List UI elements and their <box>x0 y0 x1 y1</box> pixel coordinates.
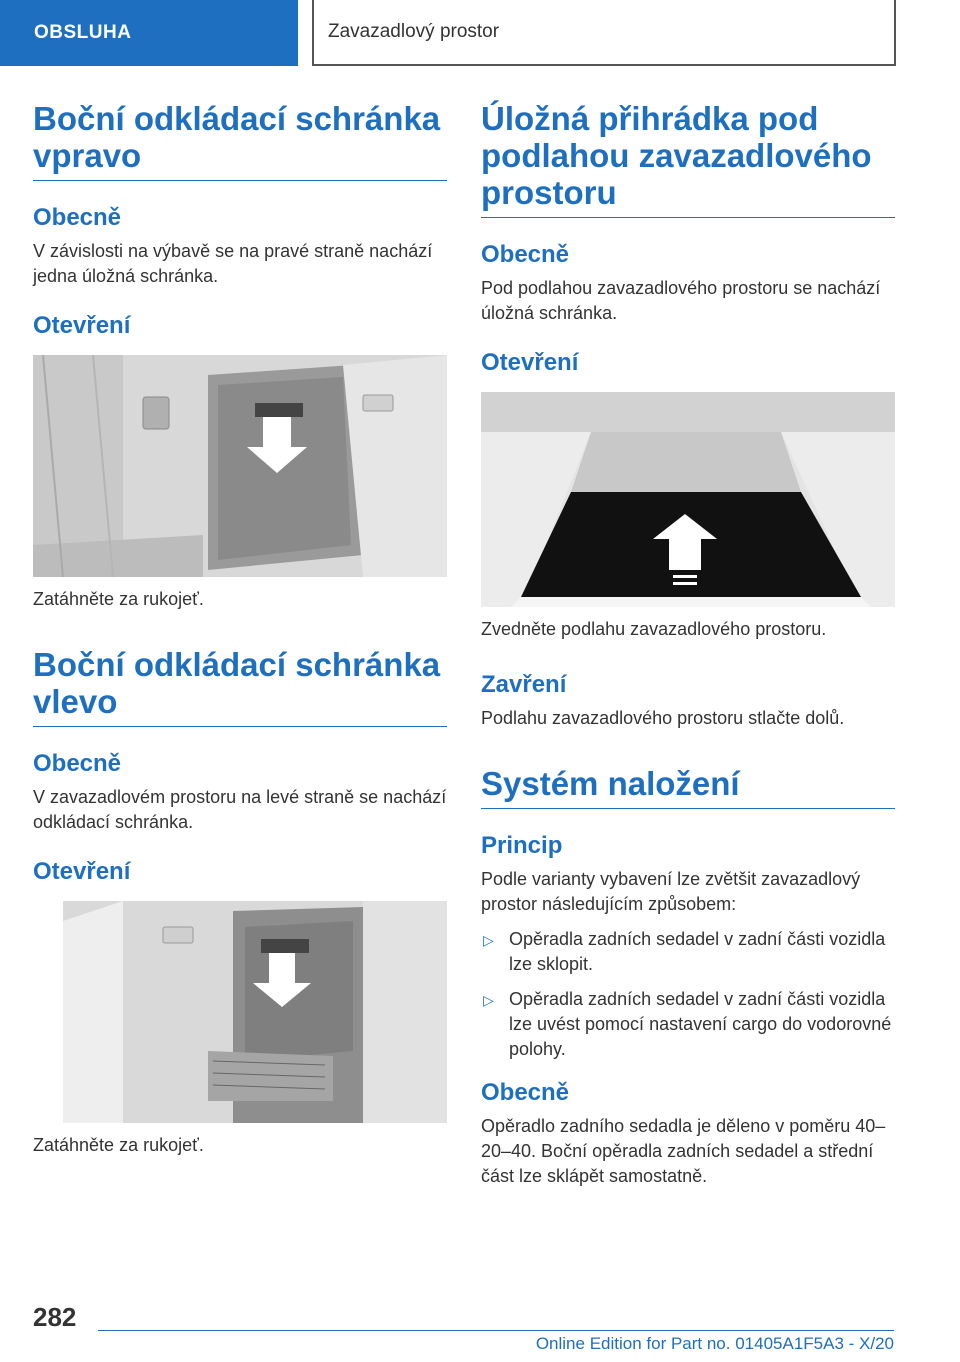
section-title-left-compartment: Boční odkládací schránka vlevo <box>33 646 447 727</box>
paragraph-principle: Podle varianty vybavení lze zvětšit zavazadlový prostor následujícím způsobem: <box>481 869 861 914</box>
caption-right-compartment: Zatáhněte za rukojeť. <box>33 589 204 609</box>
section-title-right-compartment: Boční odkládací schránka vpravo <box>33 100 447 181</box>
caption-left-compartment: Zatáhněte za rukojeť. <box>33 1135 204 1155</box>
figure-floor-compartment <box>481 392 895 607</box>
chapter-tab: Zavazadlový prostor <box>312 0 896 66</box>
section-title-floor-compartment: Úložná přihrádka pod podlahou zavazadlového prostoru <box>481 100 895 218</box>
heading-opening: Otevření <box>33 858 131 885</box>
loading-options-list <box>481 927 895 1062</box>
paragraph-general: V závislosti na výbavě se na pravé straně nachází jedna úložná schránka. <box>33 241 433 286</box>
heading-principle: Princip <box>481 832 563 859</box>
left-compartment-illustration <box>33 901 447 1123</box>
heading-opening: Otevření <box>481 349 579 376</box>
edition-text: Online Edition for Part no. 01405A1F5A3 - X/20 <box>535 1334 894 1353</box>
caption-floor-compartment: Zvedněte podlahu zavazadlového prostoru. <box>481 619 827 639</box>
heading-general: Obecně <box>33 204 122 231</box>
paragraph-general: Opěradlo zadního sedadla je děleno v poměru 40–20–40. Boční opěradla zadních sedadel a střední část lze sklápět samostatně. <box>481 1116 886 1186</box>
right-compartment-illustration <box>33 355 447 577</box>
heading-general: Obecně <box>481 241 570 268</box>
triangle-bullet-icon: ▷ <box>483 932 494 948</box>
section-title-loading-system: Systém naložení <box>481 765 895 809</box>
paragraph-general: Pod podlahou zavazadlového prostoru se nachází úložná schránka. <box>481 278 881 323</box>
page-number: 282 <box>33 1302 77 1332</box>
list-item: ▷ Opěradla zadních sedadel v zadní části vozidla lze uvést pomocí nastavení cargo do vodorovné polohy. <box>483 989 892 1059</box>
paragraph-closing: Podlahu zavazadlového prostoru stlačte dolů. <box>481 708 845 728</box>
heading-closing: Zavření <box>481 671 567 698</box>
heading-general: Obecně <box>481 1079 570 1106</box>
figure-left-compartment <box>33 901 447 1123</box>
footer-divider <box>98 1330 894 1331</box>
list-item: ▷ Opěradla zadních sedadel v zadní části vozidla lze sklopit. <box>483 929 886 974</box>
page-header <box>0 0 960 66</box>
heading-opening: Otevření <box>33 312 131 339</box>
section-tab: OBSLUHA <box>0 0 298 66</box>
figure-right-compartment <box>33 355 447 577</box>
right-column <box>481 100 895 1189</box>
heading-general: Obecně <box>33 750 122 777</box>
left-column <box>33 100 447 1158</box>
triangle-bullet-icon: ▷ <box>483 992 494 1008</box>
paragraph-general: V zavazadlovém prostoru na levé straně se nachází odkládací schránka. <box>33 787 447 832</box>
floor-compartment-illustration <box>481 392 895 607</box>
